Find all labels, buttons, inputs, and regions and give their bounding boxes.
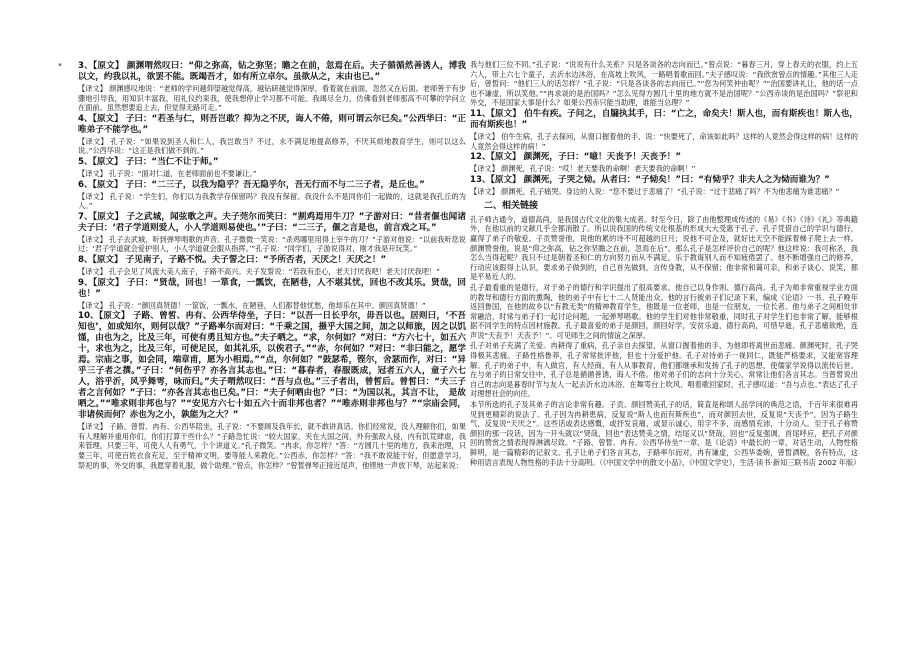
translation-paragraph: 孔子最看重的是德行，对于弟子的德行和学识提出了很高要求。他自己以身作则、德行高尚。孔子为师非常重视学业方面的教导和德行方面的熏陶，他的弟子中有七十二人贤能出众。他的言行被弟子们记录下来，编成《论语》一书。孔子晚年返回鲁国，在他的故乡以“有教无类”的精神教育学生，他既是一位老师，也是一位朋友，一位长者。他与弟子之间相处非常融洽，时常与弟子们一起讨论问题，一起弹琴唱歌。他的学生们对他非常敬重，同时孔子对学生们也非常了解，能够根据不同学生的特点因材施教。孔子最喜爱的弟子是颜回，颜回好学，安贫乐道，德行高尚，可惜早逝，孔子悲痛欲绝，连声说“天丧予！天丧予！”。可见师生之间的情谊之深厚。 xyxy=(470,282,858,340)
translation-paragraph: 【译文】 伯牛生病，孔子去探问，从窗口握着他的手，说：“快要死了，命该如此吗？这样的人竟然会得这样的病！这样的人竟然会得这样的病！” xyxy=(470,131,858,151)
original-text-paragraph: 3、【原文】 颜渊喟然叹曰：“仰之弥高，钻之弥坚；瞻之在前，忽焉在后。夫子循循然善诱人，博我以文，约我以礼，欲罢不能。既竭吾才，如有所立卓尔。虽欲从之，末由也已。” xyxy=(78,61,466,82)
original-text-paragraph: 8、【原文】 子见南子，子路不悦。夫子誓之曰：“予所否者，天厌之！天厌之！” xyxy=(78,254,387,265)
translation-paragraph: 【译文】 颜渊死，孔子说：“哎！老天要我的命啊！老天要我的命啊！” xyxy=(470,164,696,174)
right-column xyxy=(470,60,861,468)
translation-paragraph: 【译文】 孔子说：“如果说到圣人和仁人，我岂敢当？不过，永不满足地提高修养，不厌其烦地教育学生，则可以这么说。”公西华说：“这正是我们做不到的。” xyxy=(78,136,466,156)
translation-paragraph: 【译文】 孔子说：“面对仁道，在老师面前也不要谦让。” xyxy=(78,168,257,178)
translation-paragraph: 【译文】 子路、曾皙、冉有、公西华陪坐，孔子说：“不要顾及我年长，就不敢讲真话。你们经常说，没人理解你们，如果有人理解并重用你们，你们打算干些什么？”子路急忙说：“较大国家，夹在大国之间，外有强敌入侵，内有饥荒肆虐，我来管理，只要三年，可使人人有勇气，个个讲道义。”孔子微笑。“冉求，你怎样？”答：“方圆几十里的地方，我来治理，只要三年，可使百姓衣食充足，至于精神文明，要等能人来教化。”公西赤，你怎样？”答：“我不敢说能干好，但愿意学习。祭祀的事，外交的事，我愿穿着礼服，做个助理。”曾点，你怎样？”曾皙弹琴正接近尾声，他铿地一声放下琴，站起来说： xyxy=(78,422,466,470)
translation-paragraph: 【译文】 孔子去武城，听到弹琴唱歌的声音。孔子微微一笑说：“杀鸡哪里用得上宰牛的刀？”子游对他说：“以前我听您说过：‘君子学道就会爱护别人，小人学道就会服从指挥。’”孔子说：“同学们，子游说得对，刚才我是开玩笑。” xyxy=(78,234,466,254)
original-text-paragraph: 11、【原文】 伯牛有疾。子问之，自牖执其手，曰：“亡之，命矣夫！斯人也，而有斯疾也！斯人也，而有斯疾也！” xyxy=(470,108,858,130)
translation-paragraph: 【译文】 颜渊死，孔子痛哭。身边的人说：“您不要过于悲痛了！”孔子说：“过于悲痛了吗？不为他悲痛为谁悲痛？” xyxy=(470,186,840,196)
translation-paragraph: 孔子对弟子充满了关爱。冉耕得了重病，孔子亲自去探望，从窗口握着他的手，为他即将离世而悲痛。颜渊死时，孔子哭得极其悲痛。子路性格鲁莽，孔子常常批评他，但也十分爱护他。孔子对待弟子一视同仁，既能严格要求，又能宽容理解。孔子的弟子中，有人做官，有人经商，有人从事教育，他们都继承和发扬了孔子的思想，使儒家学说得以流传后世。在与弟子的日常交往中，孔子总是循循善诱，诲人不倦。他对弟子们的志向十分关心，常常让他们各言其志。当曾皙说出自己的志向是暮春时节与友人一起去沂水边沐浴、在舞雩台上吹风、唱着歌回家时，孔子感叹道：“吾与点也。”表达了孔子对理想社会的向往。 xyxy=(470,341,858,399)
translation-paragraph: 【译文】 颜渊感叹地说：“老师的学问越仰望越觉得高，越钻研越觉得深厚，看着就在前面，忽然又在后面。老师善于有步骤地引导我，用知识丰富我，用礼仪约束我，使我想停止学习都不可能。我竭尽全力，仿佛看到老师那高不可攀的学问立在面前。虽然想要追上去，但觉得无路可走。” xyxy=(78,84,466,113)
translation-paragraph: 我与他们三位不同。”孔子说：“说说有什么关系？只是各谈各的志向而已。”曾点说：“暮春三月，穿上春天的衣服，约上五六人，带上六七个童子，去沂水边沐浴，在高坡上吹风，一路唱着歌而回。”夫子感叹说：“我欣赏曾点的情趣。”其他三人走后，曾皙问：“他们三人的话怎样？”孔子说：“只是各谈各的志向而已。”“您为何笑仲由呢？”“治国要讲礼让，他的话一点也不谦虚，所以笑他。”“冉求谈的是治国吗？”怎么见得方圆几十里的地方就不是治国呢？”公西赤谈的是治国吗？”祭祀和外交，不是国家大事是什么？如果公西赤只能当助理，谁能当总理？” xyxy=(470,60,858,108)
translation-paragraph: 【译文】 孔子会见了风流大美人南子，子路不高兴。夫子发誓说：“若我有歪心，老天讨厌我吧！老天讨厌我吧！” xyxy=(78,266,440,276)
section-heading: 二、相关链接 xyxy=(484,201,539,212)
original-text-paragraph: 4、【原文】 子曰：“若圣与仁，则吾岂敢？抑为之不厌，诲人不倦，则可谓云尔已矣。”公西华曰：“正唯弟子不能学也。” xyxy=(78,113,466,135)
translation-paragraph: 【译文】 孔子说：“学生们，你们以为我教学存保留吗？我没有保留。我没什么不是同你们一起做的，这就是我孔丘的为人。” xyxy=(78,191,466,211)
original-text-paragraph: 10、【原文】 子路、曾皙、冉有、公西华侍坐，子曰：“以吾一日长乎尔，毋吾以也。居则曰，‘不吾知也’，如或知尔，则何以哉？”子路率尔而对曰：“千乘之国，摄乎大国之间，加之以师旅，因之以饥馑，由也为之，比及三年，可使有勇且知方也。”夫子哂之。“求，尔何如？”对曰：“方六七十，如五六十，求也为之，比及三年，可使足民，如其礼乐，以俟君子。”“赤，尔何如？”对曰：“非曰能之，愿学焉。宗庙之事，如会同，端章甫，愿为小相焉。”“点，尔何如？”鼓瑟希，铿尔，舍瑟而作，对曰：“异乎三子者之撰。”子曰：“何伤乎？亦各言其志也。”曰：“暮春者，春服既成，冠者五六人，童子六七人，浴乎沂，风乎舞雩，咏而归。”夫子喟然叹曰：“吾与点也。”三子者出，曾皙后。曾皙曰：“夫三子者之言何如？”子曰：“亦各言其志也已矣。”曰：“夫子何哂由也？”曰：“为国以礼，其言不让， 是故哂之。”“唯求则非邦也与？”“安见方六七十如五六十而非邦也者？”“唯赤则非邦也与？”“宗庙会同，非诸侯而何？赤也为之小，孰能为之大？” xyxy=(78,311,466,421)
original-text-paragraph: 12、【原文】 颜渊死，子曰：“噫！天丧予！天丧予！” xyxy=(470,152,682,163)
original-text-paragraph: 9、【原文】 子曰：“贤哉，回也！一箪食，一瓢饮，在陋巷，人不堪其忧，回也不改其乐。贤哉，回也！” xyxy=(78,277,466,299)
original-text-paragraph: 5、【原文】 子曰：“当仁不让于师。” xyxy=(78,156,219,167)
translation-paragraph: 本节所选的孔子及其弟子的言论非常有趣。子贡、颜回赞美孔子的话，简直是称颂人品学问的典范之语，千百年来很难再见到更精彩的说法了。孔子因为冉耕患病，反复说“斯人也而有斯疾也”，而对颜回去世，反复说“天丧予”，因为子路生气，反复说“天厌之”。这些话或表达感慨，或抒发哀痛，或显示诚心，用字不多，而感情充沛，十分动人。至于孔子称赞颜回的那一段话，因为一开头就以“贤哉，回也”表达赞美之情，结尾又以“贤哉，回也”反复强调，首尾呼应，把孔子对颜回的赞赏之情表现得淋漓尽致。“子路、曾皙、冉有、公西华侍坐”一章，是《论语》中最长的一章，对话生动，人物性格鲜明，是一篇精彩的记叙文。孔子让弟子们各言其志，子路率尔而对，冉有谦虚，公西华委婉，曾皙洒脱，各有特点，这种用语言表现人物性格的手法十分高明。（《中国文学中的散文小品》，《中国文学史》，生活·读书·新知三联书店 2002 年版） xyxy=(470,400,861,467)
original-text-paragraph: 6、【原文】 子曰：“二三子，以我为隐乎？吾无隐乎尔，吾无行而不与二三子者，是丘也。” xyxy=(78,179,425,190)
original-text-paragraph: 7、【原文】 子之武城，闻弦歌之声。夫子莞尔而笑曰：“割鸡焉用牛刀？”子游对曰：“昔者偃也闻诸夫子曰：‘君子学道则爱人，小人学道则易使也。’”子曰：“二三子，偃之言是也，前言戏之耳。” xyxy=(78,211,466,233)
translation-paragraph: 【译文】 孔子说：“颜回真贤德！一筐饭，一瓢水，在陋巷，人们都替他忧愁，他却乐在其中。颜回真贤德！” xyxy=(78,300,426,310)
opening-quote-mark: " xyxy=(58,63,63,73)
translation-paragraph: 孔子师古通今，道德高尚，是我国古代文化的集大成者。时至今日，除了由他整理成传述的《易》《书》《诗》《礼》等典籍外，在他以前的文献几乎全都消散了。所以说我国的传统文化根基的形成大大受惠于孔子。孔子凭借自己的学识与德行，赢得了弟子的敬爱。子贡赞誉他，说他的累的诗不可超越的日月；说他不可企及，就好比天空不能踩着梯子爬上去一样。颜渊赞誉他，说是“仰之弥高，钻之弥坚瞻之在前，忽焉在后”。那么孔子是怎样评价自己的呢？他这样说：我可称圣，我怎么当得起呢？我只不过是朝着圣和仁的方向努力而从不满足，乐于教诲别人而不知疲倦罢了。他不断增强自己的修养，行动应该跟得上认识，要求弟子做到的，自己首先做到，言传身教，从不保留；他非常和蔼可亲，和弟子谈心、说笑，都是平易近人的。 xyxy=(470,214,858,282)
original-text-paragraph: 13、【原文】 颜渊死，子哭之恸。从者曰：“子恸矣！”曰：“有恸乎？非夫人之为恸而谁为？” xyxy=(470,174,830,185)
left-column xyxy=(78,60,466,471)
